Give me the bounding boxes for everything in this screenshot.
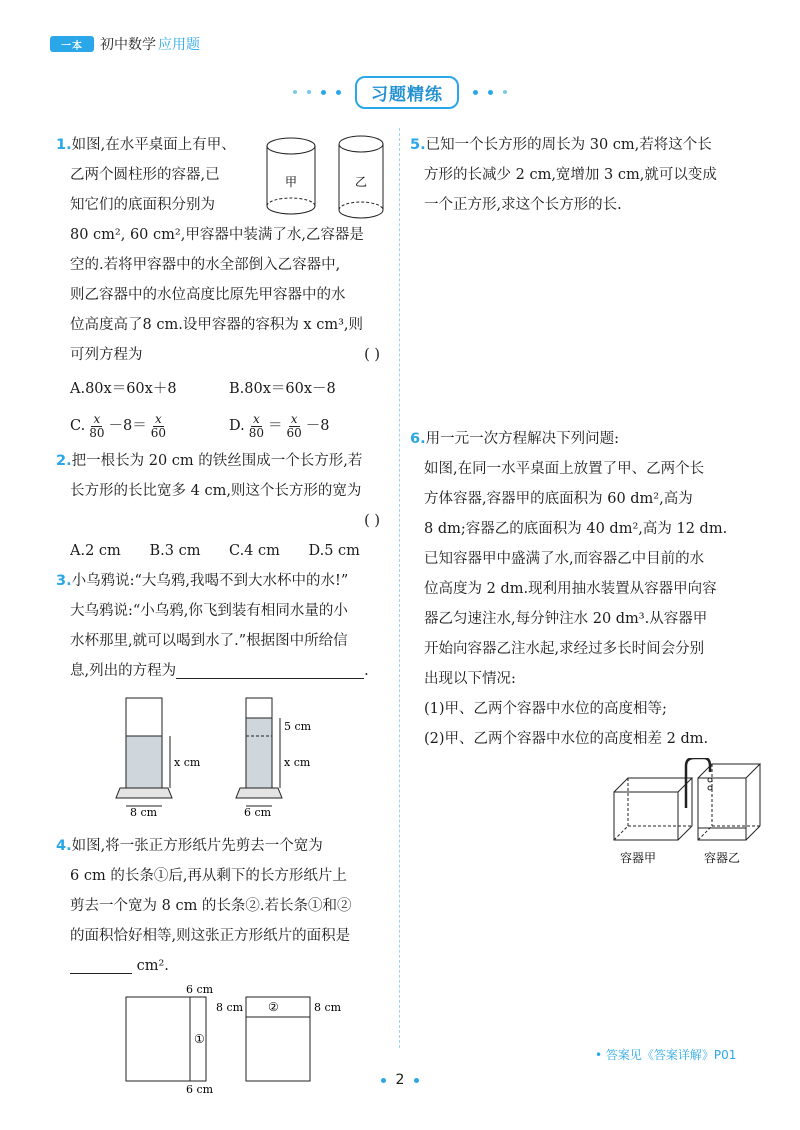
brand-logo: 一本 (50, 36, 94, 52)
q1-answer-paren: ( ) (364, 347, 380, 363)
answer-reference: • 答案见《答案详解》P01 (595, 1048, 737, 1062)
question-4 (56, 831, 388, 1106)
question-3: 3.小乌鸦说:“大乌鸦,我喝不到大水杯中的水!” 大乌鸦说:“小乌鸦,你飞到装有相同水量的小 水杯那里,就可以喝到水了.”根据图中所给信 息,列出的方程为 . x cm 8 cm 5 cm x cm 6 cm (56, 566, 388, 827)
q4-unit: cm². (136, 958, 169, 974)
q3-line-2: 水杯那里,就可以喝到水了.”根据图中所给信 (70, 633, 348, 649)
question-1 (56, 130, 388, 442)
q6-number: 6. (410, 431, 426, 447)
banner-dots-left (293, 90, 341, 95)
page-header (50, 34, 200, 54)
header-subtitle: 应用题 (158, 37, 200, 53)
q1-option-b: B.80x＝60x－8 (229, 381, 336, 397)
q1-line-4: 空的.若将甲容器中的水全部倒入乙容器中, (70, 257, 341, 273)
q6-line-9: (1)甲、乙两个容器中水位的高度相等; (424, 701, 667, 717)
q3-line-0: 小乌鸦说:“大乌鸦,我喝不到大水杯中的水!” (71, 573, 349, 589)
q6-containers-figure (600, 758, 780, 868)
q5-number: 5. (410, 137, 426, 153)
q4-label-left: 8 cm (216, 1001, 244, 1014)
banner-dots-right (473, 90, 507, 95)
q1-line-0: 如图,在水平桌面上有甲、 (71, 137, 236, 153)
header-subject: 初中数学 (100, 37, 156, 53)
q2-number: 2. (56, 453, 72, 469)
left-cup-width: 8 cm (130, 806, 158, 816)
q2-option-b: B.3 cm (149, 543, 201, 559)
q6-line-5: 位高度为 2 dm.现利用抽水装置从容器甲向容 (424, 581, 717, 597)
right-cup-top: 5 cm (284, 720, 312, 733)
q4-answer-blank[interactable] (70, 958, 132, 974)
q6-line-4: 已知容器甲中盛满了水,而容器乙中目前的水 (424, 551, 705, 567)
q3-line-1: 大乌鸦说:“小乌鸦,你飞到装有相同水量的小 (70, 603, 348, 619)
q6-line-7: 开始向容器乙注水起,求经过多长时间会分别 (424, 641, 705, 657)
cylinder-label-b: 乙 (355, 175, 368, 189)
q6-line-2: 方体容器,容器甲的底面积为 60 dm²,高为 (424, 491, 693, 507)
question-2 (56, 446, 388, 566)
q4-label-top: 6 cm (186, 983, 214, 996)
q5-line-2: 一个正方形,求这个长方形的长. (424, 197, 622, 213)
q1-option-a: A.80x＝60x＋8 (70, 381, 177, 397)
q3-cups-figure (86, 694, 386, 816)
q3-answer-blank[interactable] (176, 663, 364, 679)
q3-line-3: 息,列出的方程为 (70, 663, 177, 679)
container-a-label: 容器甲 (620, 851, 657, 865)
q1-option-d: D. $\frac{x}{80}$ ＝ $\frac{x}{60}$ －8 (229, 411, 330, 440)
q1-cylinders-figure (261, 134, 391, 222)
column-divider (399, 128, 400, 1048)
q6-line-1: 如图,在同一水平桌面上放置了甲、乙两个长 (424, 461, 705, 477)
q2-option-a: A.2 cm (70, 543, 121, 559)
q2-answer-paren: ( ) (364, 513, 380, 529)
q2-line-1: 长方形的长比宽多 4 cm,则这个长方形的宽为 (70, 483, 362, 499)
q6-line-8: 出现以下情况: (424, 671, 516, 687)
q1-line-7: 可列方程为 (70, 347, 143, 363)
cylinder-label-a: 甲 (285, 175, 298, 189)
q4-line-3: 的面积恰好相等,则这张正方形纸片的面积是 (70, 928, 351, 944)
page-number: 2 (0, 1072, 800, 1088)
q1-line-2: 知它们的底面积分别为 (70, 197, 215, 213)
q5-line-0: 已知一个长方形的周长为 30 cm,若将这个长 (425, 137, 712, 153)
q4-line-0: 如图,将一张正方形纸片先剪去一个宽为 (71, 838, 323, 854)
left-cup-height: x cm (174, 756, 201, 769)
right-column (410, 130, 755, 879)
q1-option-c: C. $\frac{x}{80}$ －8＝ $\frac{x}{60}$ (70, 411, 166, 440)
container-b-label: 容器乙 (704, 851, 741, 865)
q2-option-c: C.4 cm (229, 543, 280, 559)
right-cup-height: x cm (284, 756, 311, 769)
q1-line-1: 乙两个圆柱形的容器,已 (70, 167, 220, 183)
q4-number: 4. (56, 838, 72, 854)
q4-strip-2: ② (268, 1000, 279, 1014)
q6-line-0: 用一元一次方程解决下列问题: (425, 431, 619, 447)
q4-label-bottom: 6 cm (186, 1083, 214, 1095)
q1-number: 1. (56, 137, 72, 153)
right-cup-width: 6 cm (244, 806, 272, 816)
q2-line-0: 把一根长为 20 cm 的铁丝围成一个长方形,若 (71, 453, 363, 469)
q4-line-2: 剪去一个宽为 8 cm 的长条②.若长条①和② (70, 898, 352, 914)
q1-line-5: 则乙容器中的水位高度比原先甲容器中的水 (70, 287, 346, 303)
q4-label-right: 8 cm (314, 1001, 342, 1014)
q1-line-6: 位高度高了8 cm.设甲容器的容积为 x cm³,则 (70, 317, 364, 333)
section-title: 习题精练 (355, 76, 459, 109)
question-6 (410, 424, 755, 879)
q1-line-3: 80 cm², 60 cm²,甲容器中装满了水,乙容器是 (70, 227, 364, 243)
q6-line-10: (2)甲、乙两个容器中水位的高度相差 2 dm. (424, 731, 709, 747)
q6-line-3: 8 dm;容器乙的底面积为 40 dm²,高为 12 dm. (424, 521, 728, 537)
q5-line-1: 方形的长减少 2 cm,宽增加 3 cm,就可以变成 (424, 167, 717, 183)
q4-line-1: 6 cm 的长条①后,再从剩下的长方形纸片上 (70, 868, 347, 884)
q3-number: 3. (56, 573, 72, 589)
question-5 (410, 130, 755, 220)
q4-strip-1: ① (194, 1032, 205, 1046)
q2-option-d: D.5 cm (308, 543, 360, 559)
section-banner (0, 74, 800, 110)
header-title (100, 34, 200, 54)
left-column (56, 130, 388, 1106)
q6-line-6: 器乙匀速注水,每分钟注水 20 dm³.从容器甲 (424, 611, 708, 627)
